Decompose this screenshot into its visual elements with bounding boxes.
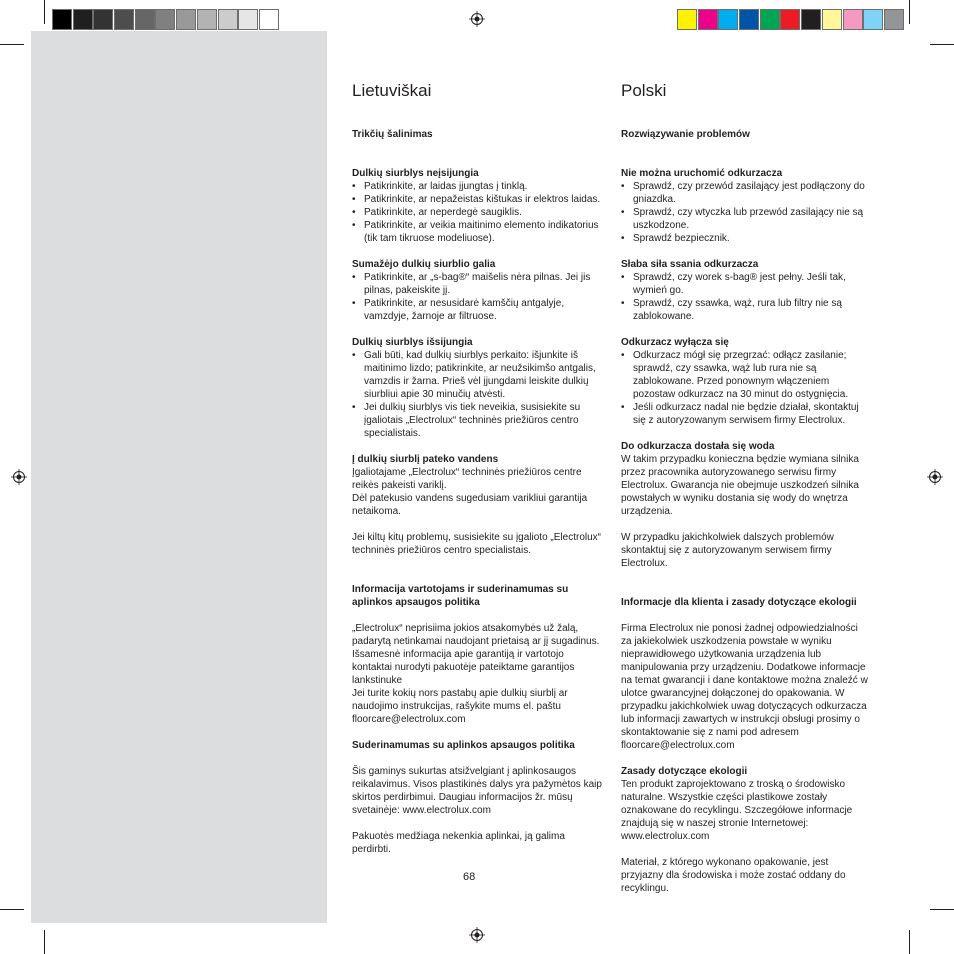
paragraph: Jei turite kokių nors pastabų apie dulkių siurblį ar naudojimo instrukcijas, rašykite mums el. paštu floorcare@electrolux.com [352, 688, 568, 725]
paragraph: Firma Electrolux nie ponosi żadnej odpowiedzialności za jakiekolwiek uszkodzenia powstałe w wyniku nieprawidłowego użytkowania urządzenia lub manipulowania przy urządzeniu. Dodatkowe informacje na temat gwarancji i dane kontaktowe można znaleźć w ulotce gwarancyjnej dołączonej do opakowania. W przypadku jakichkolwiek uwag dotyczących odkurzacza lub informacji zawartych w instrukcji obsługi prosimy o skontaktowanie się z nami pod adresem floorcare@electrolux.com [621, 623, 868, 751]
color-swatch [218, 9, 238, 30]
paragraph: „Electrolux“ neprisiima jokios atsakomybės už žalą, padarytą netinkamai naudojant prietaisą ar jį sugadinus. Išsamesnė informacija apie garantiją ir vartotojo kontaktai nurodyti pakuotėje pateiktame garantijos lankstinuke [352, 623, 600, 686]
bullet-list [621, 180, 871, 245]
section-heading: Į dulkių siurblį pateko vandens [352, 454, 499, 465]
polish-column [621, 80, 871, 908]
gray-side-panel [31, 31, 327, 923]
list-item: • Sprawdź, czy ssawka, wąż, rura lub filtry nie są zablokowane. [621, 297, 871, 323]
color-swatch [155, 9, 175, 30]
color-swatch [73, 9, 93, 30]
list-item: • Patikrinkite, ar nesusidarė kamščių antgalyje, vamzdyje, žarnoje ar filtruose. [352, 297, 602, 323]
paragraph: Ten produkt zaprojektowano z troską o środowisko naturalne. Wszystkie części plastikowe zostały oznakowane do recyklingu. Szczegółowe informacje znajdują się w naszej stronie Internetowej: www.electrolux.com [621, 779, 853, 842]
color-swatch [135, 9, 155, 30]
color-swatch [698, 9, 718, 30]
bullet-list [621, 271, 871, 323]
color-swatch [176, 9, 196, 30]
color-swatch [843, 9, 863, 30]
paragraph: Jei kiltų kitų problemų, susisiekite su įgalioto „Electrolux“ techninės priežiūros centro specialistais. [352, 532, 601, 556]
color-swatch [780, 9, 800, 30]
color-swatch [677, 9, 697, 30]
list-item: • Sprawdź bezpiecznik. [621, 232, 871, 245]
color-swatch [760, 9, 780, 30]
list-item: • Patikrinkite, ar nepažeistas kištukas ir elektros laidas. [352, 193, 602, 206]
section-heading: Sumažėjo dulkių siurblio galia [352, 259, 496, 270]
lithuanian-column [352, 80, 602, 869]
crop-mark [909, 0, 910, 24]
section-heading: Słaba siła ssania odkurzacza [621, 259, 759, 270]
crop-mark [0, 44, 24, 45]
crop-mark [44, 0, 45, 24]
section-heading: Rozwiązywanie problemów [621, 129, 750, 140]
section-heading: Nie można uruchomić odkurzacza [621, 168, 783, 179]
paragraph: Pakuotės medžiaga nekenkia aplinkai, ją galima perdirbti. [352, 831, 565, 855]
list-item: • Sprawdź, czy przewód zasilający jest podłączony do gniazdka. [621, 180, 871, 206]
crop-mark [909, 930, 910, 954]
color-swatch [114, 9, 134, 30]
paragraph: W takim przypadku konieczna będzie wymiana silnika przez pracownika autoryzowanego serwisu firmy Electrolux. Gwarancja nie obejmuje uszkodzeń silnika powstałych w wyniku dostania się wody do wnętrza urządzenia. [621, 454, 859, 517]
section-heading: Informacje dla klienta i zasady dotyczące ekologii [621, 597, 857, 608]
section-heading: Trikčių šalinimas [352, 129, 433, 140]
crop-mark [930, 44, 954, 45]
color-swatch [259, 9, 279, 30]
color-swatch [718, 9, 738, 30]
crop-mark [930, 909, 954, 910]
page-number: 68 [463, 871, 476, 883]
crop-mark [44, 930, 45, 954]
grayscale-calibration-bar [52, 9, 280, 30]
list-item: • Jei dulkių siurblys vis tiek neveikia, susisiekite su įgaliotais „Electrolux“ techninės priežiūros centro specialistais. [352, 401, 602, 440]
language-title: Lietuviškai [352, 81, 432, 100]
section-heading: Do odkurzacza dostała się woda [621, 441, 775, 452]
section-heading: Zasady dotyczące ekologii [621, 766, 748, 777]
color-swatch [884, 9, 904, 30]
paragraph: Dėl patekusio vandens sugedusiam varikliui garantija netaikoma. [352, 493, 588, 517]
bullet-list [621, 349, 871, 427]
list-item: • Jeśli odkurzacz nadal nie będzie działał, skontaktuj się z autoryzowanym serwisem firmy Electrolux. [621, 401, 871, 427]
paragraph: Materiał, z którego wykonano opakowanie, jest przyjazny dla środowiska i może zostać oddany do recyklingu. [621, 857, 846, 894]
section-heading: Suderinamumas su aplinkos apsaugos politika [352, 740, 575, 751]
color-swatch [801, 9, 821, 30]
color-swatch [822, 9, 842, 30]
list-item: • Patikrinkite, ar laidas įjungtas į tinklą. [352, 180, 602, 193]
registration-mark-icon [469, 927, 485, 943]
section-heading: Dulkių siurblys išsijungia [352, 337, 473, 348]
registration-mark-icon [469, 11, 485, 27]
color-swatch [739, 9, 759, 30]
section-heading: Odkurzacz wyłącza się [621, 337, 729, 348]
color-calibration-bar [677, 9, 905, 30]
list-item: • Patikrinkite, ar „s-bag®“ maišelis nėra pilnas. Jei jis pilnas, pakeiskite jį. [352, 271, 602, 297]
section-heading: Informacija vartotojams ir suderinamumas su aplinkos apsaugos politika [352, 584, 569, 608]
paragraph: W przypadku jakichkolwiek dalszych problemów skontaktuj się z autoryzowanym serwisem firmy Electrolux. [621, 532, 834, 569]
bullet-list [352, 349, 602, 440]
list-item: • Patikrinkite, ar neperdegė saugiklis. [352, 206, 602, 219]
paragraph: Įgaliotajame „Electrolux“ techninės priežiūros centre reikės pakeisti variklį. [352, 467, 582, 491]
paragraph: Šis gaminys sukurtas atsižvelgiant į aplinkosaugos reikalavimus. Visos plastikinės dalys yra pažymėtos kaip skirtos perdirbimui. Daugiau informacijos žr. mūsų svetainėje: www.electrolux.com [352, 766, 602, 816]
bullet-list [352, 271, 602, 323]
list-item: • Sprawdź, czy wtyczka lub przewód zasilający nie są uszkodzone. [621, 206, 871, 232]
color-swatch [238, 9, 258, 30]
color-swatch [52, 9, 72, 30]
list-item: • Patikrinkite, ar veikia maitinimo elemento indikatorius (tik tam tikruose modeliuose). [352, 219, 602, 245]
section-heading: Dulkių siurblys neįsijungia [352, 168, 479, 179]
color-swatch [863, 9, 883, 30]
color-swatch [93, 9, 113, 30]
registration-mark-icon [11, 469, 27, 485]
color-swatch [197, 9, 217, 30]
list-item: • Gali būti, kad dulkių siurblys perkaito: išjunkite iš maitinimo lizdo; patikrinkite, ar neužsikimšo antgalis, vamzdis ir žarna. Prieš vėl įjungdami leiskite dulkių siurbliui apie 30 minučių atvėsti. [352, 349, 602, 401]
language-title: Polski [621, 81, 667, 100]
list-item: • Sprawdź, czy worek s-bag® jest pełny. Jeśli tak, wymień go. [621, 271, 871, 297]
crop-mark [0, 909, 24, 910]
list-item: • Odkurzacz mógł się przegrzać: odłącz zasilanie; sprawdź, czy ssawka, wąż lub rura nie są zablokowane. Przed ponownym włączeniem pozostaw odkurzacz na 30 minut do ostygnięcia. [621, 349, 871, 401]
registration-mark-icon [927, 469, 943, 485]
bullet-list [352, 180, 602, 245]
